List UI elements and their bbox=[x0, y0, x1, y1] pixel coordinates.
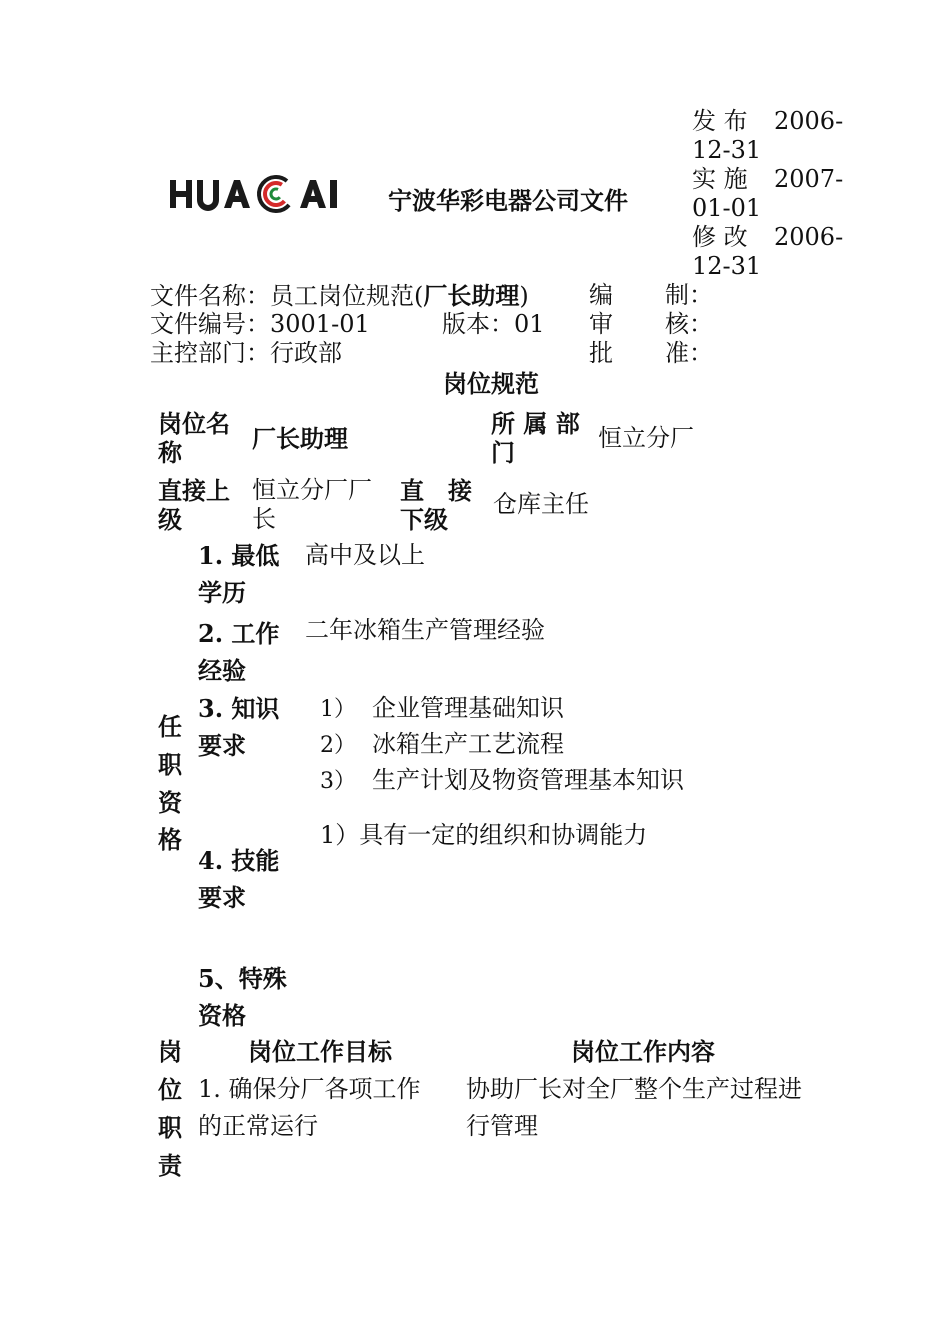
file-no-label: 文件编号： bbox=[150, 310, 270, 338]
qual-knowledge-label-b: 要求 bbox=[198, 731, 246, 760]
dept-belong-label-b: 门 bbox=[491, 438, 515, 467]
logo-text: HUACAI bbox=[170, 174, 175, 175]
position-name-value: 厂长助理 bbox=[252, 424, 348, 453]
duty-goal-1-a: 1. 确保分厂各项工作 bbox=[198, 1075, 421, 1103]
revision-date-b: 12-31 bbox=[692, 252, 762, 280]
effective-label: 实 施 bbox=[692, 165, 748, 193]
reviewer-label-b: 核： bbox=[665, 310, 713, 338]
qual-experience-label-a: 2. 工作 bbox=[198, 619, 280, 648]
knowledge-item-1-num: 1） bbox=[320, 697, 356, 722]
knowledge-item-1-text: 企业管理基础知识 bbox=[372, 694, 564, 722]
qualification-side-4: 格 bbox=[158, 825, 182, 854]
qualification-side-3: 资 bbox=[158, 788, 182, 817]
editor-label-b: 制： bbox=[665, 281, 713, 309]
file-name-line bbox=[150, 281, 529, 311]
qual-skill-label-a: 4. 技能 bbox=[198, 846, 280, 875]
version-label: 版本： bbox=[442, 310, 514, 338]
duty-goal-1-b: 的正常运行 bbox=[198, 1112, 318, 1140]
dept-belong-value: 恒立分厂 bbox=[598, 424, 694, 452]
reviewer-label-a: 审 bbox=[589, 310, 613, 338]
spec-title: 岗位规范 bbox=[443, 369, 539, 398]
qualification-side-2: 职 bbox=[158, 750, 182, 779]
direct-superior-label-a: 直接上 bbox=[158, 476, 230, 505]
position-name-label-b: 称 bbox=[158, 438, 182, 467]
direct-superior-value-b: 长 bbox=[252, 505, 276, 533]
release-date-b: 12-31 bbox=[692, 136, 762, 164]
file-name-label: 文件名称： bbox=[150, 282, 270, 310]
qual-skill-label-b: 要求 bbox=[198, 883, 246, 912]
direct-subordinate-label-b: 下级 bbox=[400, 505, 448, 534]
duties-side-3: 职 bbox=[158, 1113, 182, 1142]
qual-skill-value: 1）具有一定的组织和协调能力 bbox=[320, 821, 648, 849]
revision-label: 修 改 bbox=[692, 223, 748, 251]
file-name-bold: 厂长助理 bbox=[423, 281, 520, 310]
qual-education-value: 高中及以上 bbox=[305, 541, 425, 569]
editor-label-a: 编 bbox=[589, 281, 613, 309]
duty-content-1-a: 协助厂长对全厂整个生产过程进 bbox=[466, 1075, 802, 1103]
duties-col-content: 岗位工作内容 bbox=[571, 1037, 715, 1066]
duties-side-4: 责 bbox=[158, 1151, 182, 1180]
release-date-a: 2006- bbox=[774, 107, 844, 135]
qual-education-label-a: 1. 最低 bbox=[198, 541, 280, 570]
direct-superior-label-b: 级 bbox=[158, 505, 182, 534]
knowledge-item-3-num: 3） bbox=[320, 769, 356, 794]
qual-special-label-b: 资格 bbox=[198, 1001, 246, 1030]
huacai-logo bbox=[170, 174, 350, 214]
dept-line bbox=[150, 339, 342, 368]
knowledge-item-3-text: 生产计划及物资管理基本知识 bbox=[372, 766, 684, 794]
effective-date-a: 2007- bbox=[774, 165, 844, 193]
duties-side-1: 岗 bbox=[158, 1037, 182, 1066]
file-no-line bbox=[150, 310, 370, 339]
file-no-value: 3001-01 bbox=[270, 310, 370, 338]
qual-knowledge-label-a: 3. 知识 bbox=[198, 694, 280, 723]
dept-label: 主控部门： bbox=[150, 339, 270, 367]
duties-side-2: 位 bbox=[158, 1075, 182, 1104]
release-label: 发 布 bbox=[692, 107, 748, 135]
knowledge-item-2-text: 冰箱生产工艺流程 bbox=[372, 730, 564, 758]
file-name-close: ) bbox=[519, 282, 529, 310]
company-title: 宁波华彩电器公司文件 bbox=[388, 186, 628, 215]
knowledge-item-2-num: 2） bbox=[320, 733, 356, 758]
qual-experience-value: 二年冰箱生产管理经验 bbox=[305, 616, 545, 644]
version-value: 01 bbox=[514, 310, 545, 338]
qual-special-label-a: 5、特殊 bbox=[198, 964, 287, 993]
file-name-value: 员工岗位规范( bbox=[270, 282, 424, 310]
duties-col-goal: 岗位工作目标 bbox=[248, 1037, 392, 1066]
effective-date-b: 01-01 bbox=[692, 194, 762, 222]
duty-content-1-b: 行管理 bbox=[466, 1112, 538, 1140]
dept-value: 行政部 bbox=[270, 339, 342, 367]
direct-subordinate-value: 仓库主任 bbox=[493, 490, 589, 518]
approver-label-a: 批 bbox=[589, 339, 613, 367]
direct-subordinate-label-a: 直 接 bbox=[400, 476, 472, 505]
direct-superior-value-a: 恒立分厂厂 bbox=[252, 476, 372, 504]
dept-belong-label-a: 所 属 部 bbox=[491, 409, 580, 438]
qual-education-label-b: 学历 bbox=[198, 578, 246, 607]
revision-date-a: 2006- bbox=[774, 223, 844, 251]
qualification-side-1: 任 bbox=[158, 712, 182, 741]
position-name-label-a: 岗位名 bbox=[158, 409, 230, 438]
approver-label-b: 准： bbox=[665, 339, 713, 367]
qual-experience-label-b: 经验 bbox=[198, 656, 246, 685]
version-line bbox=[442, 310, 545, 339]
